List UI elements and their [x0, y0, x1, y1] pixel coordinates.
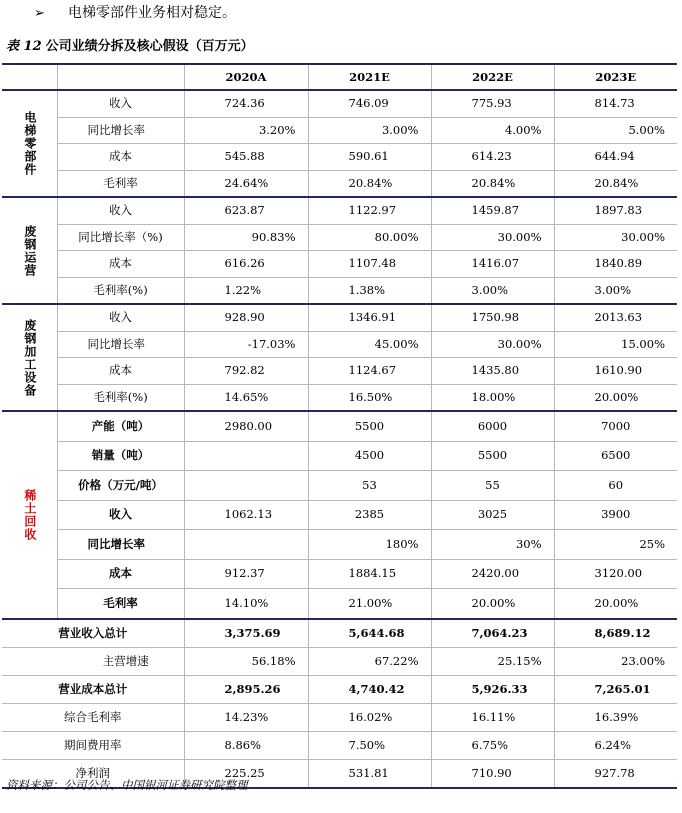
table-row — [2, 358, 677, 385]
cell: 531.81 — [308, 759, 431, 788]
total-label: 营业收入总计 — [2, 619, 184, 648]
cell: 24.64% — [184, 170, 308, 197]
total-label: 期间费用率 — [2, 731, 184, 759]
cell: 25% — [554, 530, 677, 560]
cell: 14.23% — [184, 703, 308, 731]
cell: 814.73 — [554, 90, 677, 117]
cell: 3.00% — [431, 277, 554, 304]
cell: 4,740.42 — [308, 675, 431, 703]
cell: 2385 — [308, 500, 431, 530]
year-header: 2020A — [184, 64, 308, 90]
cell: 56.18% — [184, 647, 308, 675]
cell: 80.00% — [308, 224, 431, 251]
cell: 616.26 — [184, 251, 308, 278]
table-row — [2, 703, 677, 731]
cell: 25.15% — [431, 647, 554, 675]
row-label: 成本 — [57, 358, 184, 385]
cell: 2980.00 — [184, 411, 308, 441]
cell: 927.78 — [554, 759, 677, 788]
cell: 5500 — [308, 411, 431, 441]
cell: 6.75% — [431, 731, 554, 759]
table-row — [2, 675, 677, 703]
cell: 3900 — [554, 500, 677, 530]
cell: 20.84% — [554, 170, 677, 197]
cell: -17.03% — [184, 331, 308, 358]
row-label: 毛利率 — [57, 589, 184, 619]
table-row — [2, 117, 677, 144]
row-label: 销量（吨） — [57, 441, 184, 471]
cell: 5.00% — [554, 117, 677, 144]
cell: 6.24% — [554, 731, 677, 759]
cell: 16.11% — [431, 703, 554, 731]
bullet-point — [34, 2, 236, 24]
cell: 45.00% — [308, 331, 431, 358]
cell: 4.00% — [431, 117, 554, 144]
table-row — [2, 471, 677, 501]
cell: 3120.00 — [554, 559, 677, 589]
cell: 710.90 — [431, 759, 554, 788]
cell: 1.22% — [184, 277, 308, 304]
cell: 5500 — [431, 441, 554, 471]
header-blank — [2, 64, 57, 90]
cell: 1459.87 — [431, 197, 554, 224]
table-row — [2, 441, 677, 471]
row-label: 毛利率(%) — [57, 384, 184, 411]
row-label: 成本 — [57, 144, 184, 171]
table-row — [2, 144, 677, 171]
cell: 23.00% — [554, 647, 677, 675]
table-row — [2, 251, 677, 278]
header-blank — [57, 64, 184, 90]
cell: 1884.15 — [308, 559, 431, 589]
cell: 1897.83 — [554, 197, 677, 224]
cell: 1122.97 — [308, 197, 431, 224]
cell: 60 — [554, 471, 677, 501]
cell — [184, 471, 308, 501]
cell: 14.65% — [184, 384, 308, 411]
cell: 225.25 — [184, 759, 308, 788]
table-row — [2, 619, 677, 648]
cell: 7.50% — [308, 731, 431, 759]
cell: 16.02% — [308, 703, 431, 731]
cell: 2420.00 — [431, 559, 554, 589]
table-row — [2, 384, 677, 411]
cell: 6500 — [554, 441, 677, 471]
cell: 90.83% — [184, 224, 308, 251]
cell: 1435.80 — [431, 358, 554, 385]
row-label: 成本 — [57, 251, 184, 278]
cell: 5,644.68 — [308, 619, 431, 648]
cell: 20.00% — [554, 384, 677, 411]
year-header: 2022E — [431, 64, 554, 90]
cell: 3,375.69 — [184, 619, 308, 648]
row-label: 收入 — [57, 304, 184, 331]
cell — [184, 530, 308, 560]
table-row — [2, 589, 677, 619]
cell: 3.00% — [308, 117, 431, 144]
row-label: 收入 — [57, 500, 184, 530]
row-label: 同比增长率 — [57, 530, 184, 560]
cell: 912.37 — [184, 559, 308, 589]
table-row — [2, 731, 677, 759]
cell: 7,265.01 — [554, 675, 677, 703]
cell: 16.39% — [554, 703, 677, 731]
cell: 1124.67 — [308, 358, 431, 385]
cell — [184, 441, 308, 471]
row-label: 同比增长率 — [57, 331, 184, 358]
cell: 3.00% — [554, 277, 677, 304]
table-caption — [6, 38, 254, 56]
cell: 545.88 — [184, 144, 308, 171]
table-row — [2, 411, 677, 441]
cell: 1610.90 — [554, 358, 677, 385]
cell: 8.86% — [184, 731, 308, 759]
cell: 55 — [431, 471, 554, 501]
cell: 1416.07 — [431, 251, 554, 278]
year-header: 2021E — [308, 64, 431, 90]
row-label: 产能（吨） — [57, 411, 184, 441]
cell: 623.87 — [184, 197, 308, 224]
cell: 2013.63 — [554, 304, 677, 331]
segment-label: 废钢加工设备 — [2, 304, 57, 411]
financial-table — [2, 63, 677, 789]
row-label: 收入 — [57, 90, 184, 117]
cell: 180% — [308, 530, 431, 560]
total-label: 综合毛利率 — [2, 703, 184, 731]
cell: 7,064.23 — [431, 619, 554, 648]
cell: 792.82 — [184, 358, 308, 385]
row-label: 同比增长率 — [57, 117, 184, 144]
cell: 20.84% — [308, 170, 431, 197]
row-label: 价格（万元/吨） — [57, 471, 184, 501]
cell: 7000 — [554, 411, 677, 441]
table-row — [2, 90, 677, 117]
row-label: 毛利率 — [57, 170, 184, 197]
cell: 1840.89 — [554, 251, 677, 278]
cell: 21.00% — [308, 589, 431, 619]
cell: 20.00% — [554, 589, 677, 619]
segment-label: 废钢运营 — [2, 197, 57, 304]
cell: 67.22% — [308, 647, 431, 675]
year-header: 2023E — [554, 64, 677, 90]
table-row — [2, 331, 677, 358]
table-row — [2, 647, 677, 675]
cell: 3025 — [431, 500, 554, 530]
row-label: 收入 — [57, 197, 184, 224]
table-row — [2, 304, 677, 331]
arrow-bullet-icon: ➢ — [34, 6, 45, 21]
row-label: 毛利率(%) — [57, 277, 184, 304]
table-row — [2, 559, 677, 589]
cell: 20.00% — [431, 589, 554, 619]
table-title: 公司业绩分拆及核心假设（百万元） — [45, 39, 254, 54]
table-row — [2, 197, 677, 224]
cell: 6000 — [431, 411, 554, 441]
cell: 15.00% — [554, 331, 677, 358]
table-row — [2, 500, 677, 530]
cell: 30.00% — [431, 331, 554, 358]
table-row — [2, 224, 677, 251]
total-label: 营业成本总计 — [2, 675, 184, 703]
segment-label: 电梯零部件 — [2, 90, 57, 197]
cell: 18.00% — [431, 384, 554, 411]
table-row — [2, 530, 677, 560]
cell: 30.00% — [554, 224, 677, 251]
cell: 724.36 — [184, 90, 308, 117]
cell: 928.90 — [184, 304, 308, 331]
cell: 8,689.12 — [554, 619, 677, 648]
cell: 614.23 — [431, 144, 554, 171]
source-note: 资料来源：公司公告、中国银河证券研究院整理 — [6, 778, 248, 792]
cell: 746.09 — [308, 90, 431, 117]
cell: 16.50% — [308, 384, 431, 411]
cell: 1062.13 — [184, 500, 308, 530]
cell: 775.93 — [431, 90, 554, 117]
header-row — [2, 64, 677, 90]
cell: 3.20% — [184, 117, 308, 144]
cell: 30% — [431, 530, 554, 560]
table-number: 表 12 — [6, 39, 42, 54]
cell: 590.61 — [308, 144, 431, 171]
cell: 14.10% — [184, 589, 308, 619]
table-row — [2, 170, 677, 197]
cell: 30.00% — [431, 224, 554, 251]
cell: 1.38% — [308, 277, 431, 304]
cell: 1107.48 — [308, 251, 431, 278]
total-label: 净利润 — [2, 759, 184, 788]
cell: 2,895.26 — [184, 675, 308, 703]
table-row — [2, 277, 677, 304]
cell: 20.84% — [431, 170, 554, 197]
cell: 4500 — [308, 441, 431, 471]
cell: 53 — [308, 471, 431, 501]
cell: 1346.91 — [308, 304, 431, 331]
cell: 1750.98 — [431, 304, 554, 331]
cell: 644.94 — [554, 144, 677, 171]
bullet-text: 电梯零部件业务相对稳定。 — [68, 5, 236, 21]
segment-label: 稀土回收 — [2, 411, 57, 619]
row-label: 成本 — [57, 559, 184, 589]
total-label: 主营增速 — [2, 647, 184, 675]
row-label: 同比增长率（%) — [57, 224, 184, 251]
cell: 5,926.33 — [431, 675, 554, 703]
